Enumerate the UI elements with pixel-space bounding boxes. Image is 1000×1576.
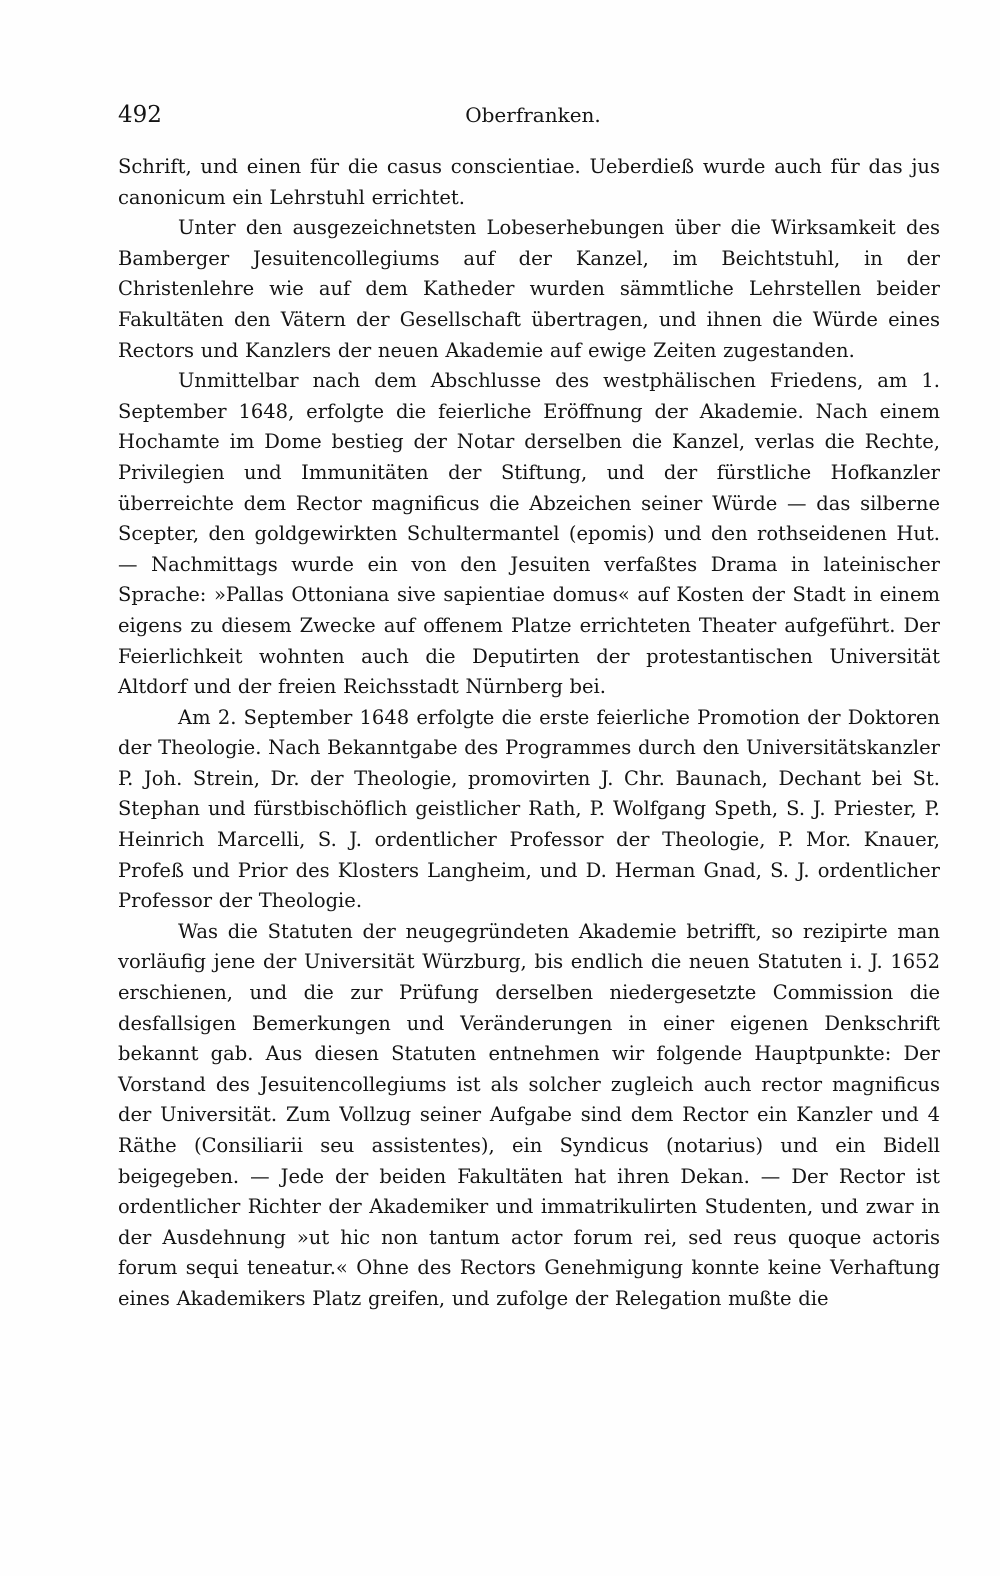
paragraph: Unmittelbar nach dem Abschlusse des westphälischen Friedens, am 1. September 1648, erfolgte die feierliche Eröffnung der Akademie. Nach einem Hochamte im Dome bestieg der Notar derselben die Kanzel, verlas die Rechte, Privilegien und Immunitäten der Stiftung, und der fürstliche Hofkanzler überreichte dem Rector magnificus die Abzeichen seiner Würde — das silberne Scepter, den goldgewirkten Schultermantel (epomis) und den rothseidenen Hut. — Nachmittags wurde ein von den Jesuiten verfaßtes Drama in lateinischer Sprache: »Pallas Ottoniana sive sapientiae domus« auf Kosten der Stadt in einem eigens zu diesem Zwecke auf offenem Platze errichteten Theater aufgeführt. Der Feierlichkeit wohnten auch die Deputirten der protestantischen Universität Altdorf und der freien Reichsstadt Nürnberg bei. [118, 369, 940, 699]
paragraph: Am 2. September 1648 erfolgte die erste feierliche Promotion der Doktoren der Theologie. Nach Bekanntgabe des Programmes durch den Universitätskanzler P. Joh. Strein, Dr. der Theologie, promovirten J. Chr. Baunach, Dechant bei St. Stephan und fürstbischöflich geistlicher Rath, P. Wolfgang Speth, S. J. Priester, P. Heinrich Marcelli, S. J. ordentlicher Professor der Theologie, P. Mor. Knauer, Profeß und Prior des Klosters Langheim, und D. Herman Gnad, S. J. ordentlicher Professor der Theologie. [118, 705, 940, 913]
running-head: Oberfranken. [465, 103, 601, 127]
page-number: 492 [118, 102, 162, 128]
page-header [118, 100, 940, 130]
paragraph: Was die Statuten der neugegründeten Akademie betrifft, so rezipirte man vorläufig jene der Universität Würzburg, bis endlich die neuen Statuten i. J. 1652 erschienen, und die zur Prüfung derselben niedergesetzte Commission die desfallsigen Bemerkungen und Veränderungen in einer eigenen Denkschrift bekannt gab. Aus diesen Statuten entnehmen wir folgende Hauptpunkte: Der Vorstand des Jesuitencollegiums ist als solcher zugleich auch rector magnificus der Universität. Zum Vollzug seiner Aufgabe sind dem Rector ein Kanzler und 4 Räthe (Consiliarii seu assistentes), ein Syndicus (notarius) und ein Bidell beigegeben. — Jede der beiden Fakultäten hat ihren Dekan. — Der Rector ist ordentlicher Richter der Akademiker und immatrikulirten Studenten, und zwar in der Ausdehnung »ut hic non tantum actor forum rei, sed reus quoque actoris forum sequi teneatur.« Ohne des Rectors Genehmigung konnte keine Verhaftung eines Akademikers Platz greifen, und zufolge der Relegation mußte die [118, 919, 940, 1310]
body-text [118, 152, 940, 1315]
paragraph-continuation: Schrift, und einen für die casus conscientiae. Ueberdieß wurde auch für das jus canonicum ein Lehrstuhl errichtet. [118, 155, 940, 209]
paragraph: Unter den ausgezeichnetsten Lobeserhebungen über die Wirksamkeit des Bamberger Jesuitencollegiums auf der Kanzel, im Beichtstuhl, in der Christenlehre wie auf dem Katheder wurden sämmtliche Lehrstellen beider Fakultäten den Vätern der Gesellschaft übertragen, und ihnen die Würde eines Rectors und Kanzlers der neuen Akademie auf ewige Zeiten zugestanden. [118, 216, 940, 362]
